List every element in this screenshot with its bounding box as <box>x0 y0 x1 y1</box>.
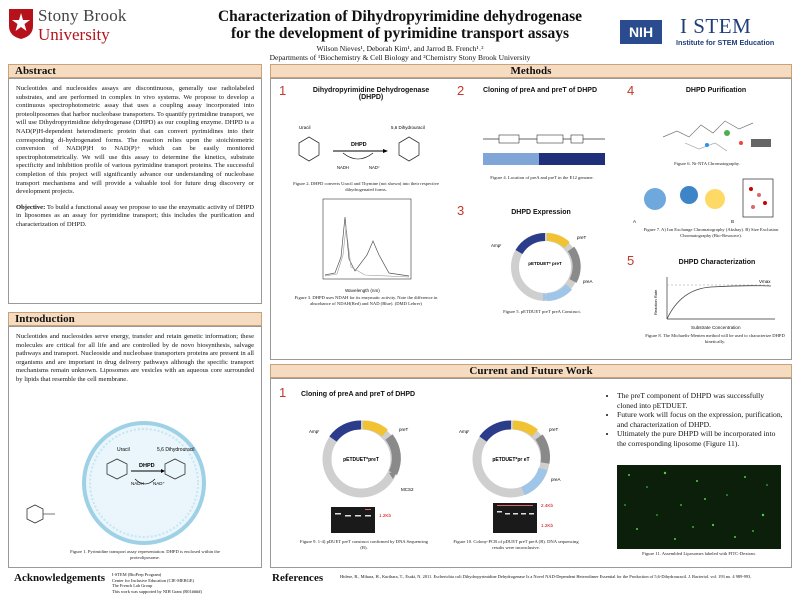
gel2-size-label-1: 2.4Kb <box>541 503 554 508</box>
methods-panel <box>270 78 792 360</box>
figure4-caption: Figure 4. Location of preA and preT in the E12 genome. <box>490 175 594 180</box>
fig1-uracil-label: Uracil <box>117 447 130 453</box>
gel1-size-label: 1.2Kb <box>379 513 392 518</box>
title-line1: Characterization of Dihydropyrimidine dehydrogenase <box>217 8 583 25</box>
introduction-panel <box>8 326 262 568</box>
plasmid2-label: pETDUET*pr eT <box>492 457 530 463</box>
abstract-text: Nucleotides and nucleosides assays are discontinuous, generally use radiolabeled substrates, and are performed in complex in vivo systems. We propose to develop a continuous spectrophotometric assay that uses a coupling assay incorporated into proteoliposomes that harbor nucleobase transporters. To quantify pyrimidine transport, we will use Dihydropyrimidine dehydrogenase (DHPD) as our coupling enzyme. DHPD is a NAD(P)H-dependent heterodimeric protein that can convert pyrimidines into their corresponding di-hydrogenated forms. The reaction relies upon the stoichiometric conversion of NAD(P)H to NAD(P)+ which can be easily monitored spectrophotometrically. We will use this assay to determine the kinetics, substrate specificity and inhibition profile of various pyrimidine transport proteins. The successful completion of this project will significantly advance our understanding of nucleobase transport mechanisms and will provide a valuable tool for future drug discovery or development projects. <box>16 85 255 196</box>
abstract-heading: Abstract <box>8 64 262 78</box>
plasmid1-amp-label: Ampʳ <box>309 429 320 434</box>
figure10-caption: Figure 10. Colony-PCR of pDUET preT preA (B). DNA sequencing results were inconclusive. <box>453 539 579 550</box>
plasmid2-pret-label: preT <box>549 427 559 432</box>
p5-vmax-label: Vmax <box>759 279 771 284</box>
future-work-bullet: • The preT component of DHPD was successfully cloned into pETDUET. <box>617 391 785 410</box>
uracil-molecule-icon <box>19 495 59 535</box>
p3-plasmid-label: pETDUET* preT <box>528 261 562 266</box>
methods-step-3-title: DHPD Expression <box>511 209 571 216</box>
dhpd-reaction-diagram <box>291 121 441 181</box>
logo-line2: University <box>38 25 110 44</box>
michaelis-menten-plot <box>651 273 781 325</box>
references-heading: References <box>272 572 324 584</box>
liposome-figure <box>59 419 229 547</box>
absorbance-spectrum-plot <box>315 197 415 289</box>
figure6-caption: Figure 6. Ni-NTA Chromatography. <box>674 161 740 166</box>
spectrum-xaxis-label: Wavelength (nm) <box>345 288 380 293</box>
acknowledgements-list <box>112 572 262 594</box>
plasmid1-mcs-label: MCS2 <box>401 487 414 492</box>
logo-line1: Stony Brook <box>38 6 127 25</box>
references-text: Hidese, R., Mihara, H., Kurihara, T., Esaki, N. 2011. Escherichia coli Dihydropyrimidine Dehydrogenase Is a Novel NAD-Dependent Heterodimer Essential for the Production of 5,6-Dihydrouracil. J. Bacteriol. vol. 193 no. 4 989-993. <box>340 574 752 579</box>
p3-amp-label: Ampʳ <box>491 243 502 248</box>
methods-step-4-number: 4 <box>627 83 635 98</box>
current-work-heading: Current and Future Work <box>270 364 792 378</box>
p1-dihydro-label: 5,6 Dihydrouracil <box>391 125 425 130</box>
panel-b-label: B <box>731 219 735 224</box>
figure2-caption: Figure 2. DHPD converts Uracil and Thymine (not shown) into their respective dihydrogenated forms. <box>293 181 439 192</box>
methods-step-1-title: Dihydropyrimidine Dehydrogenase (DHPD) <box>312 87 430 101</box>
methods-step-5-title: DHPD Characterization <box>678 259 756 266</box>
methods-step-4-title: DHPD Purification <box>685 87 747 94</box>
acknowledgement-item: The French Lab Group <box>112 583 153 589</box>
p1-uracil-label: Uracil <box>299 125 311 130</box>
mm-xaxis-label: Substrate Concentration <box>691 325 741 330</box>
nih-logo: NIH <box>620 20 662 44</box>
poster-title <box>200 8 600 42</box>
figure3-caption: Figure 3. DHPD uses NDAH for its enzymatic activity. Note the difference in absorbance of NDAH(Red) and NAD (Blue). (DMD Lehrer) <box>294 295 438 306</box>
p5-yaxis-label: Reaction Rate <box>653 289 658 315</box>
plasmid1-pret-label: preT <box>399 427 409 432</box>
plasmid-map-pret <box>303 409 423 505</box>
figure5-caption: Figure 5. pETDUET preT preA Construct. <box>503 309 581 314</box>
genome-map-diagram <box>479 123 609 173</box>
methods-step-2-number: 2 <box>457 83 465 98</box>
methods-step-3-number: 3 <box>457 203 465 218</box>
fig1-dhpd-label: DHPD <box>139 463 155 469</box>
objective-text: To build a functional assay we propose to use the enzymatic activity of DHPD in liposomes as an assay for pyrimidine transport; this includes the purification and characterization of DHPD. <box>16 203 254 228</box>
introduction-text: Nucleotides and nucleosides serve energy, transfer and retain genetic information; these molecules are critical for all life and are controlled by de novo biosynthesis, salvage pathways and transport. Nucleoside and nucleobase transporters proteins are present in all organisms and are important in drug delivery pathways although the specific transport mechanisms remain unknown. Liposomes are vesicles with an aqueous core surrounded by lipids that resemble the cell membrane. <box>16 333 254 383</box>
future-work-bullet: • Ultimately the pure DHPD will be incorporated into the corresponding liposome (Figure 11). <box>617 429 785 448</box>
acknowledgements-heading: Acknowledgements <box>14 572 106 584</box>
objective-label: Objective: <box>16 203 46 211</box>
current-step-1-title: Cloning of preA and preT of DHPD <box>301 391 416 398</box>
panel-a-label: A <box>633 219 637 224</box>
authors: Wilson Nieves¹, Deborah Kim¹, and Jarrod B. French¹˒² <box>316 44 484 53</box>
figure11-caption: Figure 11. Assembled Liposomes labeled with FITC-Dextran. <box>642 551 756 556</box>
fig1-nad-label: NAD⁺ <box>153 481 165 486</box>
gel-image-1 <box>331 507 375 533</box>
current-step-1-number: 1 <box>279 385 287 400</box>
future-work-bullet: • Future work will focus on the expression, purification, and characterization of DHPD. <box>617 410 785 429</box>
methods-step-2-title: Cloning of preA and preT of DHPD <box>482 87 598 94</box>
figure7-caption: Figure 7. A) Ion Exchange Chromatography (Akshay). B) Size Exclusion Chromatography (Bio-Resource). <box>643 227 779 238</box>
methods-step-5-number: 5 <box>627 253 635 268</box>
acknowledgement-item: Center for Inclusive Education (CIE-MERGE) <box>112 577 194 583</box>
liposome-micrograph <box>617 465 781 549</box>
gel2-size-label-2: 1.2Kb <box>541 523 554 528</box>
gel-image-2 <box>493 503 537 533</box>
fig1-nadh-label: NADH <box>131 481 144 486</box>
affiliations: Departments of ¹Biochemistry & Cell Biology and ²Chemistry Stony Brook University <box>269 53 531 62</box>
fig1-dihydro-label: 5,6 Dihydrouracil <box>157 447 195 453</box>
p1-nad-label: NAD⁺ <box>369 165 381 170</box>
plasmid-map-expression <box>485 225 605 305</box>
chromatography-diagram <box>633 171 783 225</box>
plasmid2-amp-label: Ampʳ <box>459 429 470 434</box>
stony-brook-logo <box>8 6 158 46</box>
current-work-panel <box>270 378 792 568</box>
methods-heading: Methods <box>270 64 792 78</box>
p3-prea-label: preA <box>583 279 593 284</box>
p1-nadh-label: NADH <box>337 165 349 170</box>
authors-block <box>200 44 600 62</box>
shield-icon <box>8 8 34 40</box>
figure1-caption: Figure 1. Pyrimidine transport assay representation. DHPD is enclosed within the proteoliposome. <box>70 549 220 560</box>
acknowledgement-item: This work was supported by NIH Grant (R01####) <box>112 588 202 594</box>
acknowledgement-item: I-STEM (BioPrep Program) <box>112 572 162 577</box>
istem-logo-title: I STEM <box>680 14 752 38</box>
plasmid-map-pret-prea <box>453 409 573 505</box>
abstract-panel <box>8 78 262 304</box>
figure8-caption: Figure 8. The Michaelis-Menten method will be used to characterize DHPD kinetically. <box>645 333 785 344</box>
introduction-heading: Introduction <box>8 312 262 326</box>
istem-logo-subtitle: Institute for STEM Education <box>676 38 775 47</box>
p1-dhpd-label: DHPD <box>351 142 367 148</box>
title-line2: for the development of pyrimidine transport assays <box>230 25 570 42</box>
figure9-caption: Figure 9. 1-4) pDUET preT construct confirmed by DNA Sequencing (B). <box>300 539 428 550</box>
objective-paragraph <box>16 204 254 230</box>
ni-nta-structure-diagram <box>655 103 775 159</box>
methods-step-1-number: 1 <box>279 83 287 98</box>
plasmid1-label: pETDUET*preT <box>343 457 379 463</box>
future-work-list <box>607 391 785 448</box>
plasmid2-prea-label: preA <box>551 477 561 482</box>
p3-pret-label: preT <box>577 235 587 240</box>
